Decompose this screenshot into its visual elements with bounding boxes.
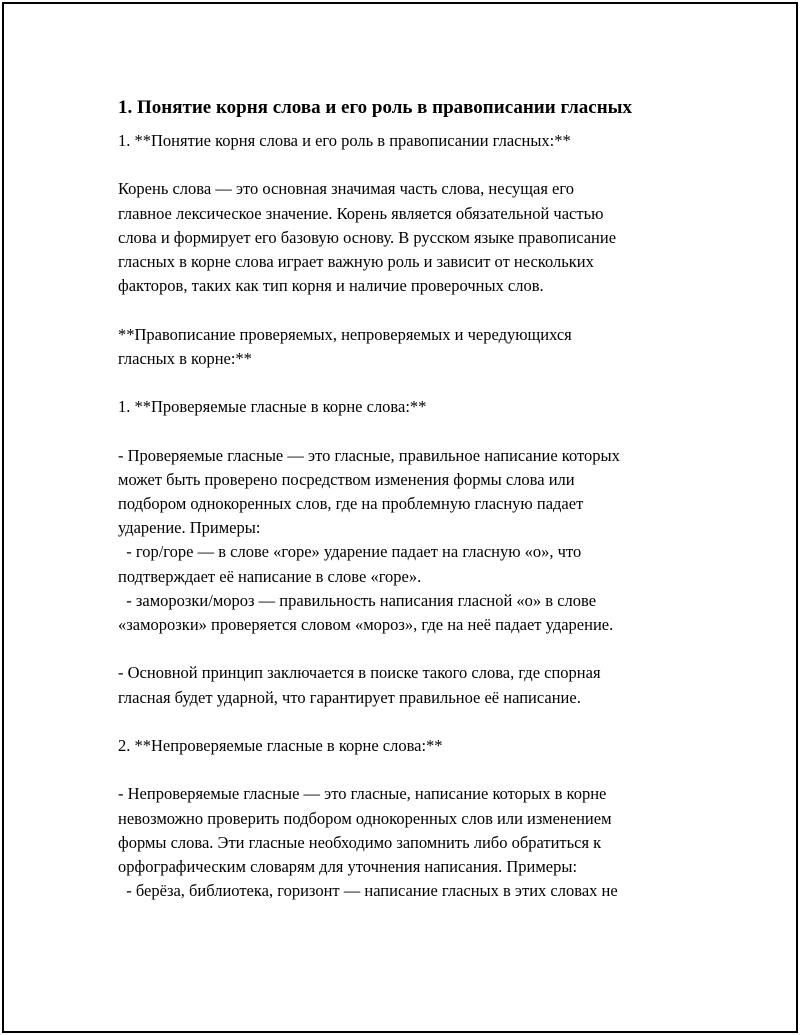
paragraph: **Правописание проверяемых, непроверяемых и чередующихся гласных в корне:** [118,324,572,368]
paragraph: Корень слова — это основная значимая часть слова, несущая его главное лексическое значение. Корень является обязательной частью слова и формирует его базовую основу. В русском языке правописание гласных в корне слова играет важную роль и зависит от нескольких факторов, таких как тип корня и наличие проверочных слов. [118,179,617,296]
document-body [118,94,688,903]
paragraph: 1. **Понятие корня слова и его роль в правописании гласных:** [118,131,571,150]
paragraph: - Основной принцип заключается в поиске такого слова, где спорная гласная будет ударной, что гарантирует правильное её написание. [118,663,601,707]
document-title: 1. Понятие корня слова и его роль в правописании гласных [118,97,632,118]
paragraph-gap [118,758,688,782]
paragraph-gap [118,419,688,443]
document-blocks [118,129,688,903]
paragraph-gap [118,371,688,395]
paragraph-gap [118,637,688,661]
paragraph: - Непроверяемые гласные — это гласные, написание которых в корне невозможно проверить подбором однокоренных слов или изменением формы слова. Эти гласные необходимо запомнить либо обратиться к орфографическим словарям для уточнения написания. Примеры: - берёза, библиотека, горизонт — написание гласных в этих словах не [118,784,618,901]
paragraph-gap [118,710,688,734]
paragraph: 2. **Непроверяемые гласные в корне слова:** [118,735,443,755]
paragraph-gap [118,153,688,177]
paragraph: 1. **Проверяемые гласные в корне слова:** [118,397,427,417]
paragraph-gap [118,298,688,322]
paragraph: - Проверяемые гласные — это гласные, правильное написание которых может быть проверено посредством изменения формы слова или подбором однокоренных слов, где на проблемную гласную падает ударение. Примеры: - гор/горе — в слове «горе» ударение падает на гласную «о», что подтверждает её написание в слове «горе». - заморозки/мороз — правильность написания гласной «о» в слове «заморозки» проверяется словом «мороз», где на неё падает ударение. [118,445,620,634]
